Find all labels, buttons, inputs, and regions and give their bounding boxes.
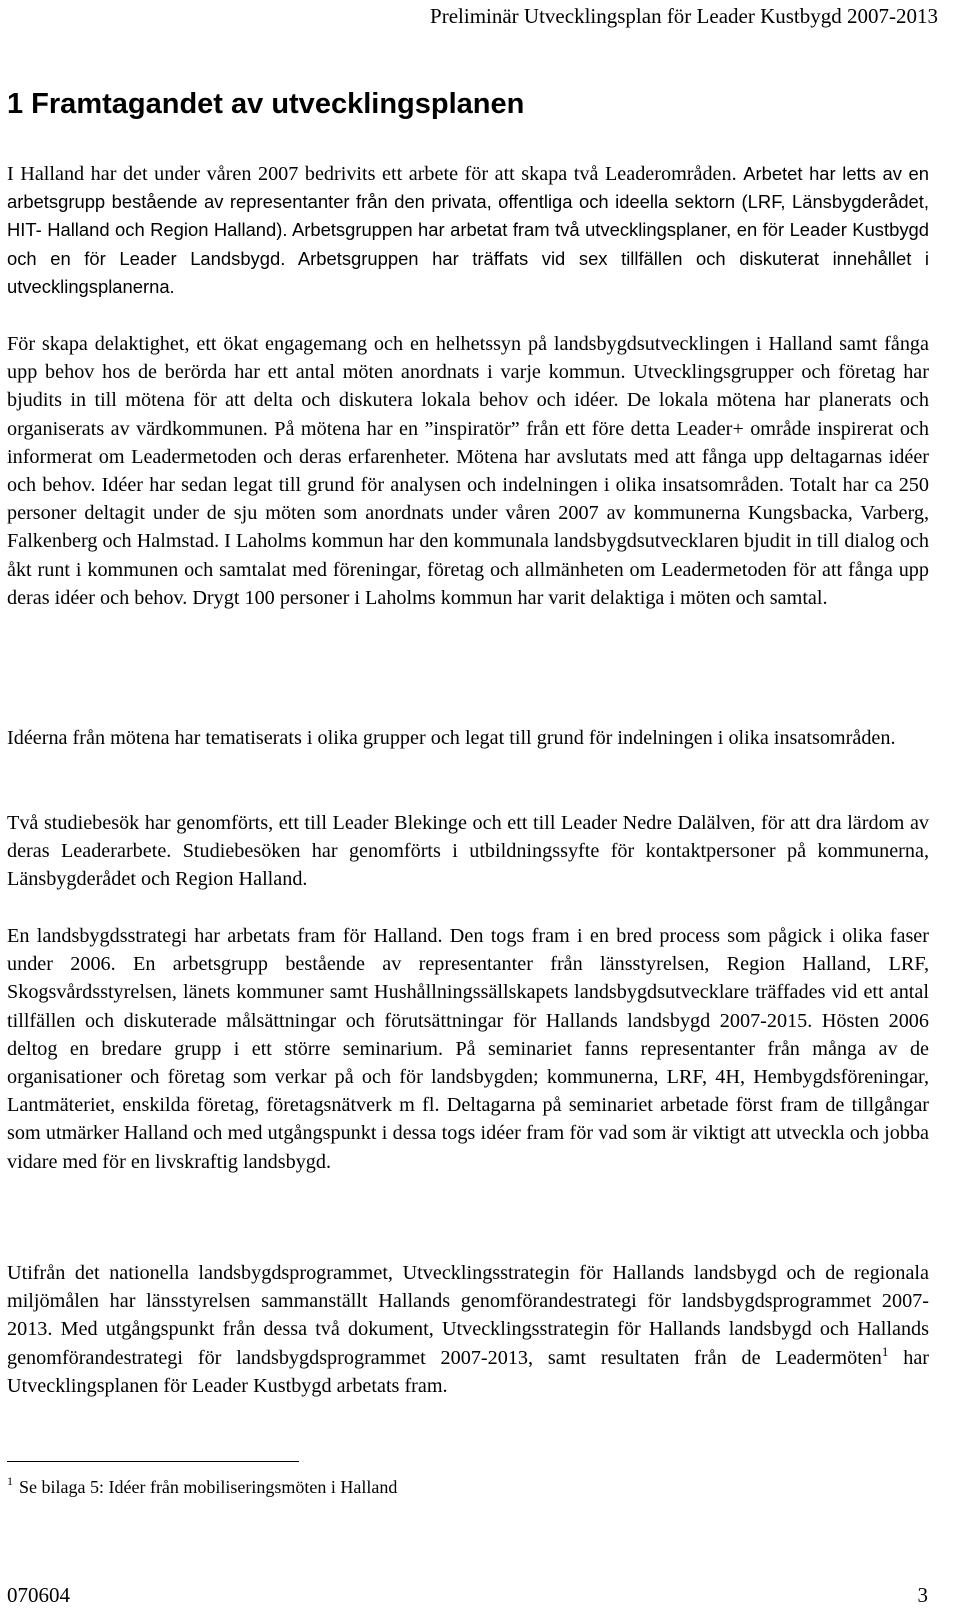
footnote-reference[interactable]: 1 xyxy=(881,1343,889,1359)
footnote-text: Se bilaga 5: Idéer från mobiliseringsmöten i Halland xyxy=(19,1477,398,1497)
page-number: 3 xyxy=(917,1583,928,1607)
footer-date: 070604 xyxy=(7,1583,70,1607)
paragraph-3: Idéerna från mötena har tematiserats i olika grupper och legat till grund för indelningen i olika insatsområden. xyxy=(7,727,896,749)
paragraph-1-rest: Arbetet har letts av en arbetsgrupp bestående av representanter från den privata, offentliga och ideella sektorn (LRF, Länsbygderådet, HIT- Halland och Region Halland). Arbetsgruppen har arbetat fram två utvecklingsplaner, en för Leader Kustbygd och en för Leader Landsbygd. Arbetsgruppen har träffats vid sex tillfällen och diskuterat innehållet i utvecklingsplanerna. xyxy=(7,163,930,297)
paragraph-5: En landsbygdsstrategi har arbetats fram för Halland. Den togs fram i en bred process som pågick i olika faser under 2006. En arbetsgrupp bestående av representanter från länsstyrelsen, Region Halland, LRF, Skogsvårdsstyrelsen, länets kommuner samt Hushållningssällskapets landsbygdsutvecklare träffades vid ett antal tillfällen och diskuterade målsättningar och förutsättningar för Hallands landsbygd 2007-2015. Hösten 2006 deltog en bredare grupp i ett större seminarium. På seminariet fanns representanter från många av de organisationer och företag som verkar på och för landsbygden; kommunerna, LRF, 4H, Hembygdsföreningar, Lantmäteriet, enskilda företag, företagsnätverk m fl. Deltagarna på seminariet arbetade först fram de tillgångar som utmärker Halland och med utgångspunkt i dessa togs idéer fram för vad som är viktigt att utveckla och jobba vidare med för en livskraftig landsbygd. xyxy=(7,925,929,1173)
footnote-divider xyxy=(7,1461,299,1462)
paragraph-6-tail: har Utvecklingsplanen för Leader Kustbygd arbetats fram. xyxy=(7,1346,930,1397)
footnote-number: 1 xyxy=(7,1474,13,1488)
paragraph-6-text: Utifrån det nationella landsbygdsprogrammet, Utvecklingsstrategin för Hallands landsbygd och de regionala miljömålen har länsstyrelsen sammanställt Hallands genomförandestrategi för landsbygdsprogrammet 2007-2013. Med utgångspunkt från dessa två dokument, Utvecklingsstrategin för Hallands landsbygd och Hallands genomförandestrategi för landsbygdsprogrammet 2007-2013, samt resultaten från de Leadermöten xyxy=(7,1262,929,1369)
footnote xyxy=(7,1475,397,1499)
paragraph-6 xyxy=(7,1259,929,1400)
paragraph-4: Två studiebesök har genomförts, ett till Leader Blekinge och ett till Leader Nedre Dalälven, för att dra lärdom av deras Leaderarbete. Studiebesöken har genomförts i utbildningssyfte för kontaktpersoner på kommunerna, Länsbygderådet och Region Halland. xyxy=(7,812,929,891)
paragraph-1-lead: I Halland har det under våren 2007 bedrivits ett arbete för att skapa två Leaderområden. xyxy=(7,163,737,185)
running-header: Preliminär Utvecklingsplan för Leader Kustbygd 2007-2013 xyxy=(430,4,938,28)
paragraph-2: För skapa delaktighet, ett ökat engagemang och en helhetssyn på landsbygdsutvecklingen i Halland samt fånga upp behov hos de berörda har ett antal möten anordnats i varje kommun. Utvecklingsgrupper och företag har bjudits in till mötena för att delta och diskutera lokala behov och idéer. De lokala mötena har planerats och organiserats av värdkommunen. På mötena har en ”inspiratör” från ett före detta Leader+ område inspirerat och informerat om Leadermetoden och deras erfarenheter. Mötena har avslutats med att fånga upp deltagarnas idéer och behov. Idéer har sedan legat till grund för analysen och indelningen i olika insatsområden. Totalt har ca 250 personer deltagit under de sju möten som anordnats under våren 2007 av kommunerna Kungsbacka, Varberg, Falkenberg och Halmstad. I Laholms kommun har den kommunala landsbygdsutvecklaren bjudit in till dialog och åkt runt i kommunen och samtalat med föreningar, företag och allmänheten om Leadermetoden för att fånga upp deras idéer och behov. Drygt 100 personer i Laholms kommun har varit delaktiga i möten och samtal. xyxy=(7,333,929,609)
section-heading: 1 Framtagandet av utvecklingsplanen xyxy=(7,88,525,120)
paragraph-1 xyxy=(7,160,929,301)
